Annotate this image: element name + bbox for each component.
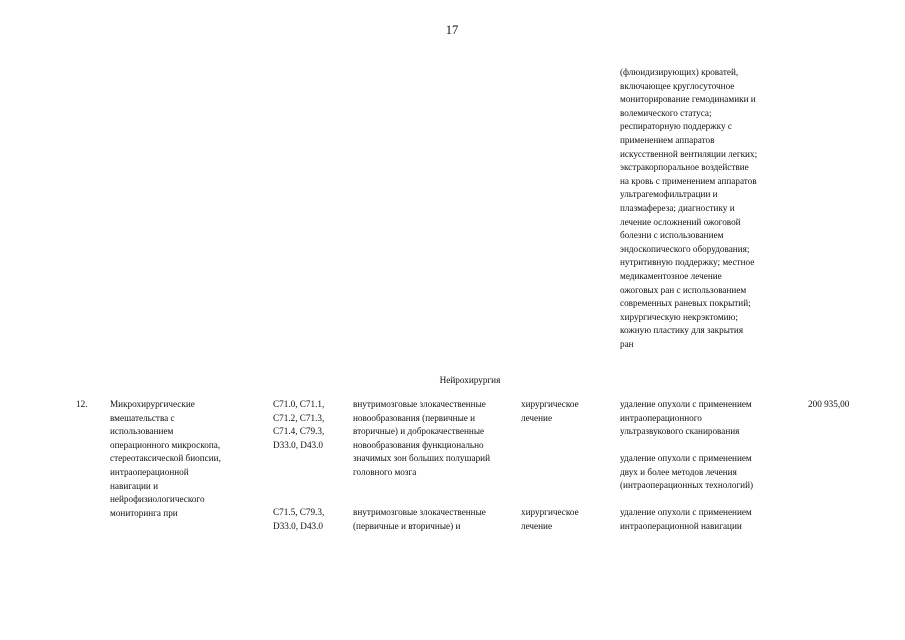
treatment-type: хирургическое лечение xyxy=(521,399,579,423)
care-type-name: Микрохирургические вмешательства с использованием операционного микроскопа, стереотаксической биопсии, интраоперационной навигации и нейрофизиологического мониторинга при xyxy=(110,399,221,518)
treatment-method: удаление опухоли с применением интраоперационной навигации xyxy=(620,507,752,531)
diagnosis-codes: C71.0, C71.1, C71.2, C71.3, C71.4, C79.3, D33.0, D43.0 xyxy=(273,399,325,450)
section-heading: Нейрохирургия xyxy=(439,375,501,385)
diagnosis-codes: C71.5, C79.3, D33.0, D43.0 xyxy=(273,507,325,531)
treatment-method: удаление опухоли с применением интраоперационного ультразвукового сканирования xyxy=(620,399,752,437)
patient-model: внутримозговые злокачественные новообразования (первичные и вторичные) и доброкачественные новообразования функционально значимых зон больших полушарий головного мозга xyxy=(353,399,491,477)
treatment-method: удаление опухоли с применением двух и более методов лечения (интраоперационных технологий) xyxy=(620,453,754,491)
continued-treatment-method-text: (флюидизирующих) кроватей, включающее круглосуточное мониторирование гемодинамики и волемического статуса; респираторную поддержку с применением аппаратов искусственной вентиляции легких; экстракорпоральное воздействие на кровь с применением аппаратов ультрагемофильтрации и плазмафереза; диагностику и лечение осложнений ожоговой болезни с использованием эндоскопического оборудования; нутритивную поддержку; местное медикаментозное лечение ожоговых ран с использованием современных раневых покрытий; хирургическую некрэктомию; кожную пластику для закрытия ран xyxy=(620,67,758,349)
row-number: 12. xyxy=(76,399,88,409)
patient-model: внутримозговые злокачественные (первичные и вторичные) и xyxy=(353,507,486,531)
treatment-type: хирургическое лечение xyxy=(521,507,579,531)
page-number: 17 xyxy=(445,23,459,37)
financial-norm-value: 200 935,00 xyxy=(808,399,850,409)
